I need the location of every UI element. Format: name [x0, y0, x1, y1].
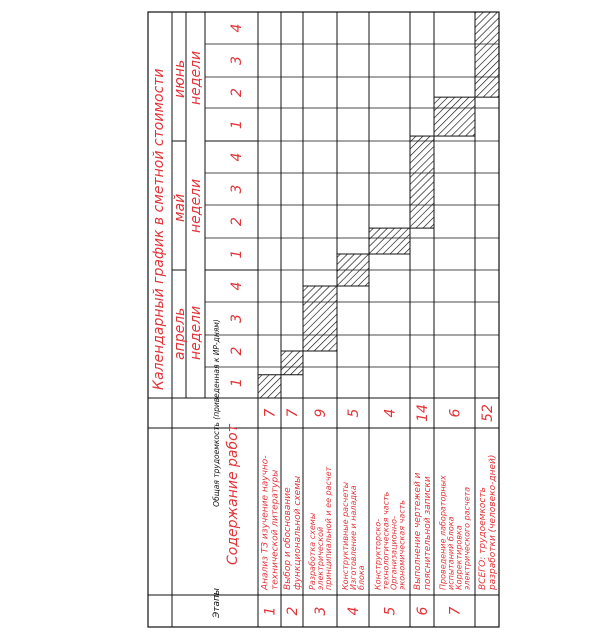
stage-number: 7: [447, 606, 464, 616]
gantt-bar: [369, 228, 410, 254]
gantt-bar: [281, 351, 303, 375]
week-number: 3: [229, 184, 245, 194]
week-number: 1: [229, 249, 245, 259]
weeks-label-april: недели: [188, 305, 204, 360]
labor-value: 4: [382, 408, 399, 418]
stage-number: 1: [262, 606, 279, 616]
work-content-line: электрического расчета: [462, 486, 472, 590]
stage-number: 4: [346, 606, 362, 616]
week-number: 2: [229, 346, 245, 356]
labor-value: 52: [480, 404, 496, 422]
work-content-line: технологическая часть: [381, 491, 391, 590]
labor-value: 5: [346, 408, 362, 418]
week-number: 3: [229, 314, 245, 323]
stage-number: 3: [313, 606, 329, 616]
gantt-bar: [475, 12, 499, 97]
month-label-june: июнь: [172, 59, 188, 98]
month-label-april: апрель: [172, 307, 188, 360]
gantt-bar: [410, 136, 434, 228]
labor-value: 7: [262, 408, 279, 418]
gantt-bar: [303, 286, 337, 351]
labor-value: 9: [313, 408, 329, 418]
work-content-line: Выбор и обоснование: [283, 487, 293, 590]
stage-number: 5: [382, 606, 399, 616]
work-content-line: принципиальной и ее расчет: [324, 466, 333, 590]
week-number: 1: [229, 378, 245, 387]
stage-number: 6: [415, 606, 431, 616]
month-label-may: май: [172, 193, 188, 222]
gantt-bar: [258, 375, 281, 398]
gantt-bar: [434, 97, 475, 136]
work-content-line: Выполнение чертежей и: [413, 472, 423, 590]
work-content-line: электрической: [316, 526, 325, 590]
work-content-line: испытаний блока: [446, 516, 456, 590]
work-content-line: функциональной схемы: [293, 475, 303, 590]
work-content-line: Разработка схемы: [308, 512, 317, 590]
work-content-line: Корректировка: [454, 525, 464, 590]
labor-value: 7: [285, 408, 301, 418]
week-number: 4: [229, 23, 245, 33]
week-number: 2: [229, 217, 245, 226]
work-content-line: разработки (человеко-дней): [488, 454, 498, 590]
work-content-line: Конструкторско-: [373, 518, 383, 590]
work-content-line: Проведение лабораторных: [438, 475, 448, 590]
stage-number: 2: [285, 606, 301, 616]
work-content-line: экономическая часть: [397, 499, 407, 590]
work-content-line: Анализ ТЗ изучение научно-: [260, 455, 271, 590]
weeks-label-june: недели: [188, 50, 204, 105]
work-content-line: Изготовление и наладка: [349, 485, 358, 590]
week-number: 1: [229, 120, 245, 129]
week-number: 2: [229, 88, 245, 97]
week-number: 4: [229, 152, 245, 162]
work-content-line: Конструктивные расчеты: [341, 481, 350, 590]
labor-value: 14: [415, 404, 431, 422]
weeks-label-may: недели: [188, 178, 204, 233]
work-content-line: Организационно-: [389, 516, 399, 590]
work-content-line: технической литературы: [270, 469, 281, 590]
labor-header: Общая трудоемкость (приведенная к ИР-дням): [212, 319, 221, 507]
stage-header: Этапы: [212, 587, 222, 618]
content-header: Содержание работ: [225, 424, 241, 565]
labor-value: 6: [447, 408, 464, 418]
gantt-bar: [337, 254, 369, 286]
work-content-line: блока: [357, 565, 366, 590]
week-number: 4: [229, 281, 245, 291]
work-content-line: пояснительной записки: [423, 476, 433, 590]
week-number: 3: [229, 56, 245, 65]
work-content-line: ВСЕГО: трудоемкость: [478, 487, 488, 590]
schedule-title: Календарный график в сметной стоимости: [151, 68, 167, 390]
